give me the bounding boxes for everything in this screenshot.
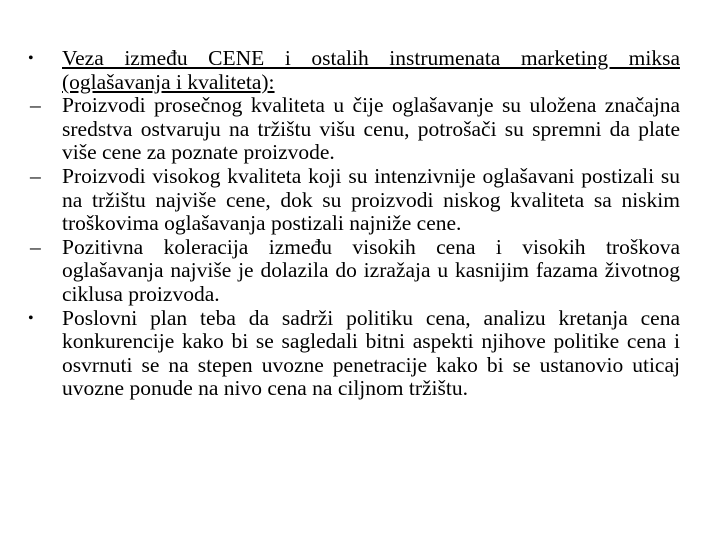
sub-item-average-quality bbox=[28, 94, 680, 165]
dash-icon: – bbox=[30, 234, 41, 259]
bullet-text: Poslovni plan teba da sadrži politiku cena, analizu kretanja cena konkurencije kako bi se sagledali bitni aspekti njihove politike cena i osvrnuti se na stepen uvozne penetracije kako bi se ustanovio uticaj uvozne ponude na nivo cena na ciljnom tržištu. bbox=[62, 305, 680, 401]
bullet-item-business-plan bbox=[28, 307, 680, 401]
dash-icon: – bbox=[30, 163, 41, 188]
bullet-text: Veza između CENE i ostalih instrumenata marketing miksa (oglašavanja i kvaliteta): bbox=[62, 46, 680, 94]
bullet-icon: • bbox=[28, 50, 34, 67]
sub-item-correlation bbox=[28, 236, 680, 307]
sub-item-high-quality bbox=[28, 165, 680, 236]
dash-icon: – bbox=[30, 93, 41, 118]
sub-item-text: Pozitivna koleracija između visokih cena i visokih troškova oglašavanja najviše je dolazila do izražaja u kasnijim fazama životnog ciklusa proizvoda. bbox=[62, 234, 680, 306]
bullet-item-price-relation bbox=[28, 47, 680, 94]
sub-item-text: Proizvodi visokog kvaliteta koji su intenzivnije oglašavani postizali su na tržištu najviše cene, dok su proizvodi niskog kvaliteta sa niskim troškovima oglašavanja postizali najniže cene. bbox=[62, 163, 680, 236]
sub-item-text: Proizvodi prosečnog kvaliteta u čije oglašavanje su uložena značajna sredstva ostvaruju na tržištu višu cenu, potrošači su spremni da plate više cene za poznate proizvode. bbox=[62, 93, 680, 165]
bullet-icon: • bbox=[28, 309, 34, 327]
bullet-list bbox=[28, 47, 680, 401]
